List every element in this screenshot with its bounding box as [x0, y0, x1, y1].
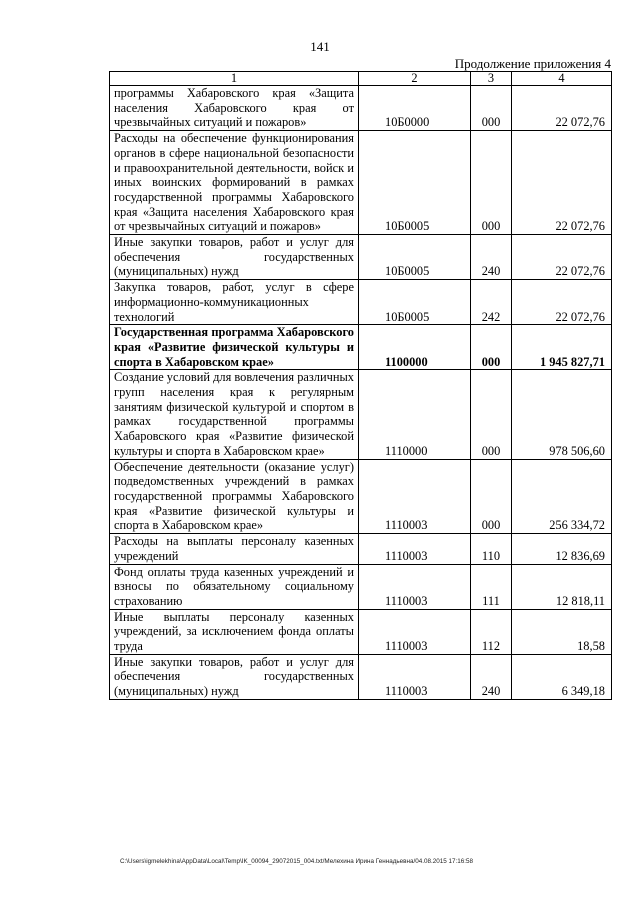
row-sum: 6 349,18 — [512, 654, 612, 699]
table-row — [110, 654, 612, 699]
row-expense-type: 000 — [471, 131, 512, 235]
header-col-1: 1 — [110, 72, 359, 86]
row-code: 1110003 — [359, 534, 471, 564]
row-name: Создание условий для вовлечения различных групп населения края к регулярным занятиям физической культурой и спортом в рамках государственной программы Хабаровского края «Развитие физической культуры и спорта в Хабаровском крае» — [110, 370, 359, 459]
file-path-footer: C:\Users\igmelekhina\AppData\Local\Temp\IK_00094_29072015_004.txt/Мелехина Ирина Геннадьевна/04.08.2015 17:16:58 — [120, 858, 474, 865]
table-row — [110, 534, 612, 564]
row-name: Иные выплаты персоналу казенных учреждений, за исключением фонда оплаты труда — [110, 609, 359, 654]
row-code: 1110003 — [359, 654, 471, 699]
row-name: Закупка товаров, работ, услуг в сфере информационно-коммуникационных технологий — [110, 280, 359, 325]
table-row — [110, 325, 612, 370]
table-row — [110, 459, 612, 534]
row-expense-type: 000 — [471, 370, 512, 459]
row-expense-type: 110 — [471, 534, 512, 564]
row-code: 1110003 — [359, 459, 471, 534]
table-row — [110, 86, 612, 131]
header-col-2: 2 — [359, 72, 471, 86]
table-row — [110, 370, 612, 459]
row-name: программы Хабаровского края «Защита населения Хабаровского края от чрезвычайных ситуаций и пожаров» — [110, 86, 359, 131]
table-row — [110, 609, 612, 654]
table-row — [110, 235, 612, 280]
row-code: 10Б0005 — [359, 131, 471, 235]
row-name: Обеспечение деятельности (оказание услуг) подведомственных учреждений в рамках государственной программы Хабаровского края «Развитие физической культуры и спорта в Хабаровском крае» — [110, 459, 359, 534]
continuation-label: Продолжение приложения 4 — [454, 56, 611, 71]
row-expense-type: 240 — [471, 235, 512, 280]
row-sum: 256 334,72 — [512, 459, 612, 534]
header-col-3: 3 — [471, 72, 512, 86]
row-expense-type: 000 — [471, 459, 512, 534]
row-name: Расходы на обеспечение функционирования органов в сфере национальной безопасности и правоохранительной деятельности, войск и иных воинских формирований в рамках государственной программы Хабаровского края «Защита населения Хабаровского края от чрезвычайных ситуаций и пожаров» — [110, 131, 359, 235]
table-row — [110, 280, 612, 325]
row-code: 10Б0000 — [359, 86, 471, 131]
row-name: Фонд оплаты труда казенных учреждений и взносы по обязательному социальному страхованию — [110, 564, 359, 609]
row-code: 1100000 — [359, 325, 471, 370]
row-sum: 1 945 827,71 — [512, 325, 612, 370]
row-sum: 978 506,60 — [512, 370, 612, 459]
row-name: Государственная программа Хабаровского края «Развитие физической культуры и спорта в Хабаровском крае» — [110, 325, 359, 370]
row-name: Иные закупки товаров, работ и услуг для обеспечения государственных (муниципальных) нужд — [110, 654, 359, 699]
table-row — [110, 564, 612, 609]
row-sum: 22 072,76 — [512, 86, 612, 131]
row-expense-type: 240 — [471, 654, 512, 699]
row-expense-type: 112 — [471, 609, 512, 654]
row-code: 10Б0005 — [359, 280, 471, 325]
table-header-row — [110, 72, 612, 86]
row-code: 1110000 — [359, 370, 471, 459]
row-code: 1110003 — [359, 609, 471, 654]
row-code: 10Б0005 — [359, 235, 471, 280]
row-expense-type: 000 — [471, 325, 512, 370]
page-number: 141 — [310, 39, 330, 54]
row-expense-type: 111 — [471, 564, 512, 609]
row-sum: 18,58 — [512, 609, 612, 654]
row-sum: 22 072,76 — [512, 131, 612, 235]
header-col-4: 4 — [512, 72, 612, 86]
row-sum: 12 836,69 — [512, 534, 612, 564]
row-name: Иные закупки товаров, работ и услуг для обеспечения государственных (муниципальных) нужд — [110, 235, 359, 280]
row-expense-type: 000 — [471, 86, 512, 131]
row-code: 1110003 — [359, 564, 471, 609]
table-row — [110, 131, 612, 235]
budget-table — [109, 71, 612, 700]
row-expense-type: 242 — [471, 280, 512, 325]
row-sum: 22 072,76 — [512, 235, 612, 280]
row-sum: 22 072,76 — [512, 280, 612, 325]
row-sum: 12 818,11 — [512, 564, 612, 609]
row-name: Расходы на выплаты персоналу казенных учреждений — [110, 534, 359, 564]
